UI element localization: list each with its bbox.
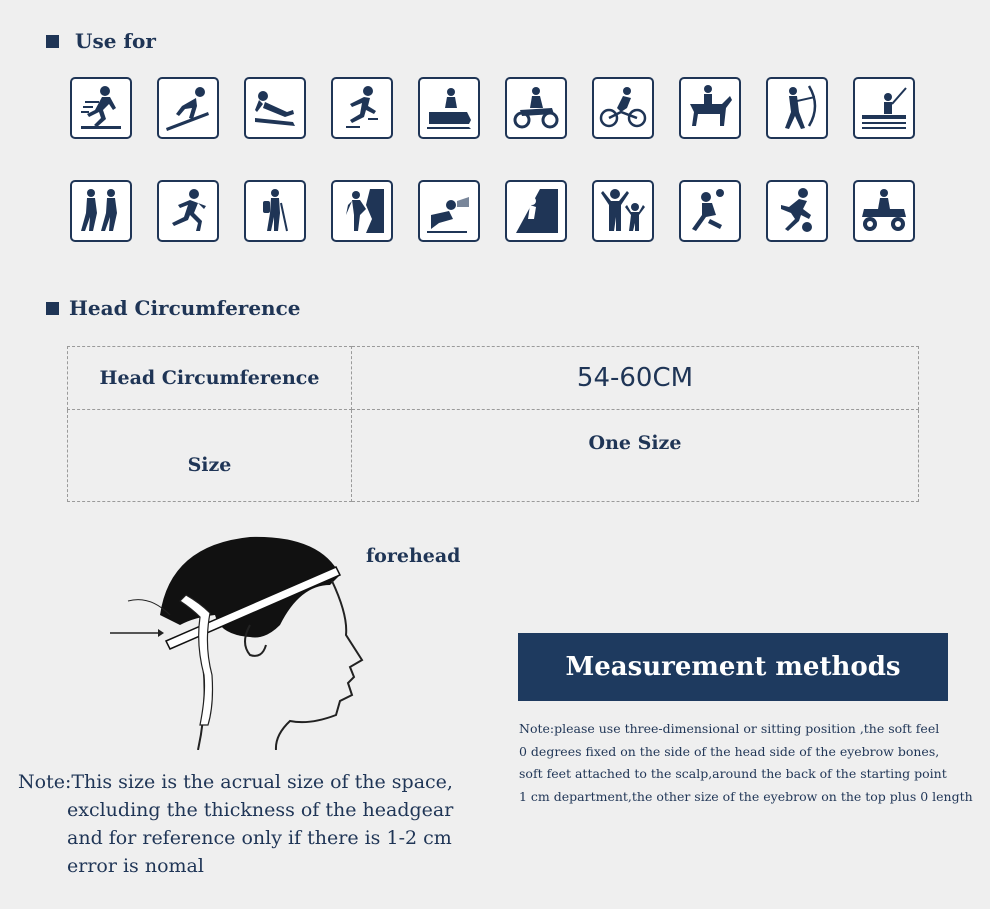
skiing-icon (70, 77, 132, 139)
activity-icons-row-1 (70, 77, 915, 139)
crawling-icon (418, 180, 480, 242)
table-cell-label: Head Circumference (68, 347, 352, 410)
ski-jumping-icon (157, 77, 219, 139)
table-cell-value: 54-60CM (352, 347, 919, 410)
size-note-line: excluding the thickness of the headgear (67, 799, 454, 821)
measurement-note-line: Note:please use three-dimensional or sitting position ,the soft feel (519, 721, 940, 736)
measurement-note-line: 1 cm department,the other size of the eyebrow on the top plus 0 length (519, 789, 973, 805)
horse-riding-icon (679, 77, 741, 139)
bullet-square (46, 35, 59, 48)
motorcycle-icon (505, 77, 567, 139)
sledding-icon (244, 77, 306, 139)
use-for-title: Use for (75, 29, 156, 53)
table-cell-label: Size (68, 410, 352, 502)
forehead-label: forehead (366, 545, 461, 567)
trekking-icon (244, 180, 306, 242)
soccer-icon (766, 180, 828, 242)
table-row (68, 410, 919, 502)
measurement-note-line: soft feet attached to the scalp,around the back of the starting point (519, 766, 947, 782)
archery-icon (766, 77, 828, 139)
size-table (67, 346, 919, 502)
rock-climbing-icon (331, 180, 393, 242)
head-circumference-heading (46, 296, 301, 320)
bullet-square (46, 302, 59, 315)
head-measurement-illustration (100, 525, 370, 750)
activity-icons-row-2 (70, 180, 915, 242)
speed-skating-icon (331, 77, 393, 139)
table-cell-value: One Size (352, 410, 919, 502)
measurement-methods-banner: Measurement methods (518, 633, 948, 701)
head-circumference-title: Head Circumference (69, 296, 301, 320)
running-icon (157, 180, 219, 242)
fishing-icon (853, 77, 915, 139)
size-note-line: and for reference only if there is 1-2 cm (67, 827, 452, 849)
measurement-note (519, 718, 973, 809)
cycling-icon (592, 77, 654, 139)
hiking-couple-icon (70, 180, 132, 242)
mountain-climbing-icon (505, 180, 567, 242)
measurement-note-line: 0 degrees fixed on the side of the head side of the eyebrow bones, (519, 743, 940, 759)
handball-icon (679, 180, 741, 242)
table-row (68, 347, 919, 410)
size-note (18, 768, 453, 880)
snowmobile-icon (418, 77, 480, 139)
size-note-line: Note:This size is the acrual size of the space, (18, 771, 453, 793)
size-note-line: error is nomal (67, 855, 204, 877)
parent-child-icon (592, 180, 654, 242)
use-for-heading (46, 29, 156, 53)
atv-icon (853, 180, 915, 242)
